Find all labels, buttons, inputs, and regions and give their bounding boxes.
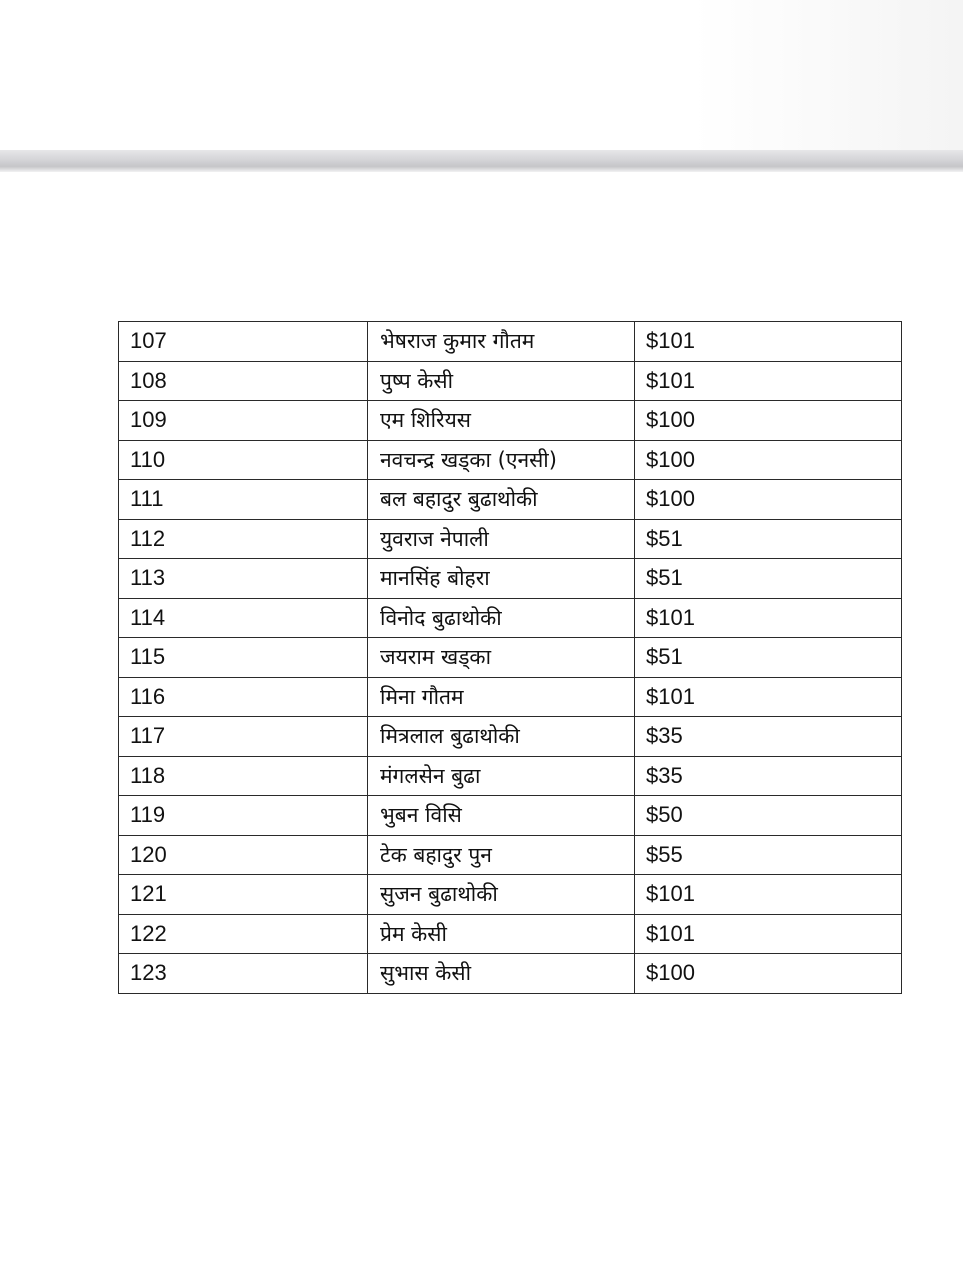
donor-name-cell: मित्रलाल बुढाथोकी (368, 717, 635, 757)
table-row (119, 401, 902, 441)
serial-number-cell: 123 (119, 954, 368, 994)
donor-name-cell: विनोद बुढाथोकी (368, 598, 635, 638)
donor-name-cell: टेक बहादुर पुन (368, 835, 635, 875)
donor-name-cell: युवराज नेपाली (368, 519, 635, 559)
table-row (119, 638, 902, 678)
table-row (119, 440, 902, 480)
donor-name-cell: बल बहादुर बुढाथोकी (368, 480, 635, 520)
serial-number-cell: 107 (119, 322, 368, 362)
amount-cell: $35 (635, 717, 902, 757)
table-row (119, 914, 902, 954)
table-row (119, 519, 902, 559)
donor-name-cell: भुबन विसि (368, 796, 635, 836)
table-row (119, 480, 902, 520)
amount-cell: $101 (635, 322, 902, 362)
donation-table-body (119, 322, 902, 994)
donor-name-cell: सुभास केसी (368, 954, 635, 994)
donor-name-cell: एम शिरियस (368, 401, 635, 441)
table-row (119, 322, 902, 362)
table-row (119, 875, 902, 915)
table-row (119, 598, 902, 638)
amount-cell: $101 (635, 677, 902, 717)
previous-page-area (0, 0, 963, 150)
serial-number-cell: 121 (119, 875, 368, 915)
serial-number-cell: 112 (119, 519, 368, 559)
donor-name-cell: पुष्प केसी (368, 361, 635, 401)
serial-number-cell: 111 (119, 480, 368, 520)
serial-number-cell: 109 (119, 401, 368, 441)
amount-cell: $51 (635, 638, 902, 678)
serial-number-cell: 114 (119, 598, 368, 638)
serial-number-cell: 120 (119, 835, 368, 875)
amount-cell: $100 (635, 440, 902, 480)
table-row (119, 835, 902, 875)
donor-name-cell: सुजन बुढाथोकी (368, 875, 635, 915)
table-row (119, 677, 902, 717)
serial-number-cell: 110 (119, 440, 368, 480)
serial-number-cell: 116 (119, 677, 368, 717)
amount-cell: $100 (635, 954, 902, 994)
donor-name-cell: प्रेम केसी (368, 914, 635, 954)
table-row (119, 559, 902, 599)
donation-table (118, 321, 902, 994)
amount-cell: $100 (635, 480, 902, 520)
amount-cell: $51 (635, 559, 902, 599)
donor-name-cell: मंगलसेन बुढा (368, 756, 635, 796)
amount-cell: $51 (635, 519, 902, 559)
donor-name-cell: नवचन्द्र खड्का (एनसी) (368, 440, 635, 480)
table-row (119, 954, 902, 994)
table-row (119, 361, 902, 401)
amount-cell: $100 (635, 401, 902, 441)
table-row (119, 756, 902, 796)
donor-name-cell: मिना गाैतम (368, 677, 635, 717)
serial-number-cell: 113 (119, 559, 368, 599)
serial-number-cell: 122 (119, 914, 368, 954)
donor-name-cell: भेषराज कुमार गाैतम (368, 322, 635, 362)
donor-name-cell: मानसिंह बोहरा (368, 559, 635, 599)
amount-cell: $35 (635, 756, 902, 796)
amount-cell: $101 (635, 914, 902, 954)
amount-cell: $101 (635, 875, 902, 915)
amount-cell: $101 (635, 598, 902, 638)
page-divider (0, 150, 963, 172)
amount-cell: $101 (635, 361, 902, 401)
amount-cell: $55 (635, 835, 902, 875)
table-row (119, 796, 902, 836)
serial-number-cell: 115 (119, 638, 368, 678)
donor-name-cell: जयराम खड्का (368, 638, 635, 678)
serial-number-cell: 108 (119, 361, 368, 401)
serial-number-cell: 117 (119, 717, 368, 757)
amount-cell: $50 (635, 796, 902, 836)
serial-number-cell: 119 (119, 796, 368, 836)
serial-number-cell: 118 (119, 756, 368, 796)
table-row (119, 717, 902, 757)
